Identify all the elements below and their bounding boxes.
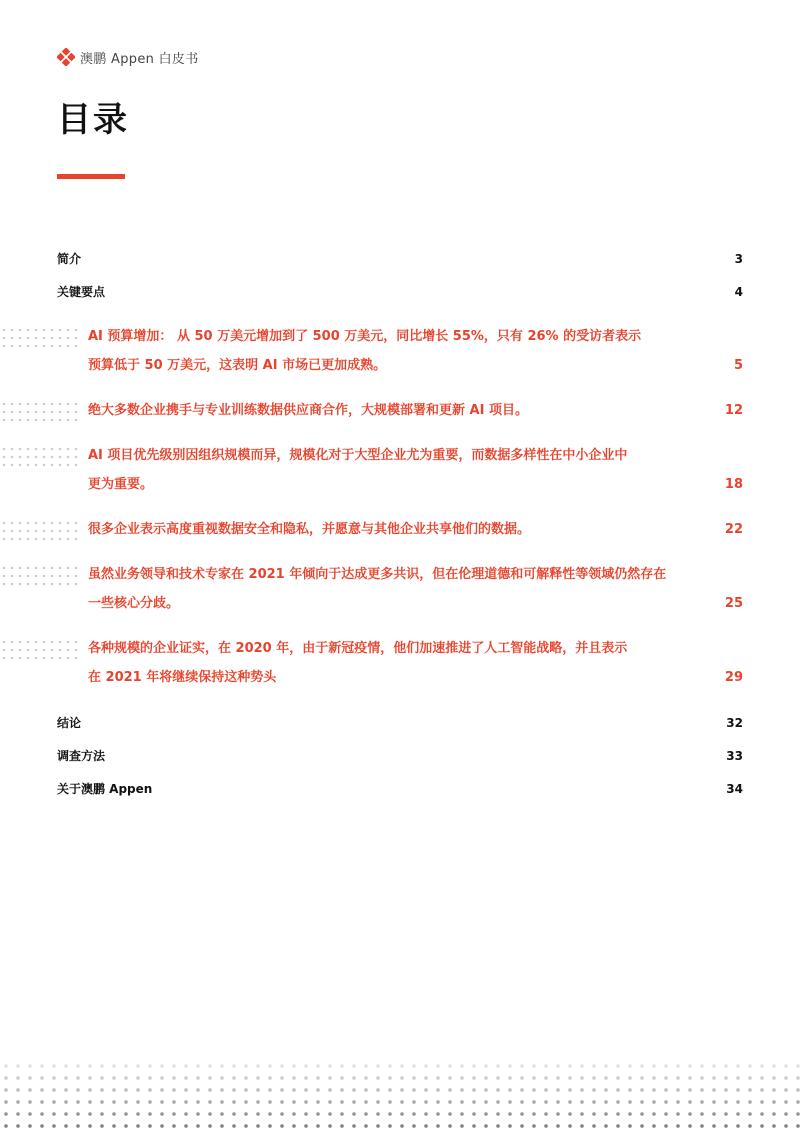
toc-subentry-line: 一些核心分歧。 <box>88 596 180 611</box>
decorative-dots <box>0 400 78 424</box>
header <box>57 47 199 67</box>
toc-subentry-line: 预算低于 50 万美元，这表明 AI 市场已更加成熟。 <box>88 358 387 373</box>
toc-subentry-page: 5 <box>733 358 743 373</box>
decorative-dots <box>0 638 78 662</box>
toc-subentry-page: 18 <box>724 477 743 492</box>
toc-entry-page: 4 <box>734 285 743 299</box>
toc-entry-page: 34 <box>726 782 743 796</box>
toc-entry-label: 调查方法 <box>57 749 106 763</box>
toc-subentry-covid[interactable] <box>88 634 743 692</box>
toc-subentry-line: AI 项目优先级别因组织规模而异，规模化对于大型企业尤为重要，而数据多样性在中小企业中 <box>88 448 628 463</box>
table-of-contents <box>57 250 743 813</box>
toc-subentry-line: 更为重要。 <box>88 477 154 492</box>
toc-entry-label: 关于澳鹏 Appen <box>57 782 153 796</box>
decorative-dots <box>0 519 78 543</box>
diamond-cluster-icon <box>57 48 75 66</box>
decorative-dot-pattern <box>0 1060 800 1132</box>
toc-entry-label: 结论 <box>57 716 82 730</box>
toc-subentry-budget[interactable] <box>88 322 743 380</box>
toc-subentry-page: 29 <box>724 670 743 685</box>
toc-subentry-page: 22 <box>724 522 743 537</box>
brand-text: 澳鹏 Appen 白皮书 <box>80 51 199 67</box>
title-underline <box>57 174 125 179</box>
toc-subentry-line: 在 2021 年将继续保持这种势头 <box>88 670 277 685</box>
decorative-dots <box>0 564 78 588</box>
toc-subentry-line: 各种规模的企业证实，在 2020 年，由于新冠疫情，他们加速推进了人工智能战略，并且表示 <box>88 641 628 656</box>
decorative-dots <box>0 326 78 350</box>
toc-subentry-line: 虽然业务领导和技术专家在 2021 年倾向于达成更多共识，但在伦理道德和可解释性等领域仍然存在 <box>88 567 667 582</box>
toc-subentry-page: 12 <box>724 403 743 418</box>
toc-subentry-priority[interactable] <box>88 441 743 499</box>
toc-subentry-line: 绝大多数企业携手与专业训练数据供应商合作，大规模部署和更新 AI 项目。 <box>88 403 528 418</box>
toc-entry-methodology[interactable] <box>57 747 743 780</box>
toc-entry-about[interactable] <box>57 780 743 813</box>
toc-entry-label: 简介 <box>57 252 82 266</box>
toc-subentry-security[interactable] <box>88 515 743 544</box>
toc-entry-label: 关键要点 <box>57 285 106 299</box>
toc-subentry-line: AI 预算增加： 从 50 万美元增加到了 500 万美元，同比增长 55%，只有 26% 的受访者表示 <box>88 329 642 344</box>
toc-subentry-partners[interactable] <box>88 396 743 425</box>
toc-entry-page: 32 <box>726 716 743 730</box>
decorative-dots <box>0 445 78 469</box>
toc-subentry-line: 很多企业表示高度重视数据安全和隐私，并愿意与其他企业共享他们的数据。 <box>88 522 531 537</box>
toc-subentry-page: 25 <box>724 596 743 611</box>
toc-entry-conclusion[interactable] <box>57 714 743 747</box>
toc-entry-page: 33 <box>726 749 743 763</box>
toc-entry-intro[interactable] <box>57 250 743 283</box>
toc-entry-page: 3 <box>734 252 743 266</box>
toc-entry-key-points[interactable] <box>57 283 743 316</box>
toc-subentry-consensus[interactable] <box>88 560 743 618</box>
page-title: 目录 <box>57 100 129 140</box>
